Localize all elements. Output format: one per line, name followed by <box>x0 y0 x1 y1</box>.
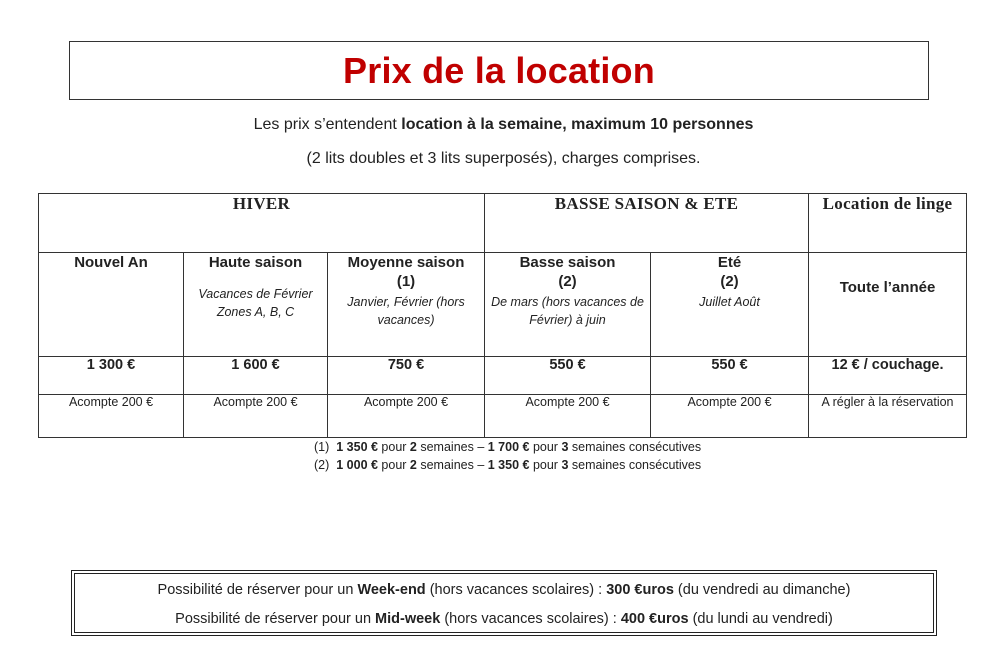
footnote <box>314 438 701 456</box>
intro-bold: location à la semaine, maximum 10 personnes <box>401 116 754 133</box>
option-text: (hors vacances scolaires) : <box>425 582 607 598</box>
group-hiver: HIVER <box>39 194 485 253</box>
price-cell: 750 € <box>328 357 485 395</box>
group-basse-saison-ete: BASSE SAISON & ETE <box>485 194 809 253</box>
price-table <box>38 193 967 438</box>
footnote-text: semaines consécutives <box>568 458 702 472</box>
footnote-price: 1 700 € <box>487 440 530 454</box>
deposit-cell: Acompte 200 € <box>39 395 184 438</box>
deposit-cell: Acompte 200 € <box>328 395 485 438</box>
season-name: Nouvel An <box>74 254 148 271</box>
option-kind: Mid-week <box>375 611 441 627</box>
season-name: Haute saison <box>208 254 303 271</box>
season-cell <box>39 253 184 357</box>
price-cell: 1 300 € <box>39 357 184 395</box>
price-row <box>39 357 967 395</box>
footnote-weeks: 3 <box>561 440 569 454</box>
season-cell <box>809 253 967 357</box>
footnote-marker: (2) <box>314 458 330 472</box>
price-cell: 550 € <box>651 357 809 395</box>
footnote-text: semaines – <box>416 440 488 454</box>
option-text: Possibilité de réserver pour un <box>157 582 358 598</box>
deposit-cell: Acompte 200 € <box>485 395 651 438</box>
option-price: 400 €uros <box>620 611 689 627</box>
season-footnote-ref: (2) <box>720 273 739 290</box>
season-cell <box>651 253 809 357</box>
deposit-cell: Acompte 200 € <box>651 395 809 438</box>
season-note: Vacances de Février Zones A, B, C <box>198 287 313 319</box>
footnote-marker: (1) <box>314 440 330 454</box>
footnote-weeks: 2 <box>409 440 417 454</box>
option-price: 300 €uros <box>606 582 674 598</box>
footnote-weeks: 2 <box>409 458 417 472</box>
price-cell: 1 600 € <box>184 357 328 395</box>
season-note: Janvier, Février (hors vacances) <box>347 295 465 327</box>
season-note: De mars (hors vacances de Février) à juin <box>491 295 644 327</box>
option-text: (du vendredi au dimanche) <box>673 582 851 598</box>
deposit-row <box>39 395 967 438</box>
season-name: Eté <box>717 254 742 271</box>
season-cell <box>328 253 485 357</box>
option-text: (du lundi au vendredi) <box>688 611 833 627</box>
season-name: Toute l’année <box>839 279 936 296</box>
group-location-linge: Location de linge <box>809 194 967 253</box>
season-cell <box>184 253 328 357</box>
season-name: Moyenne saison <box>347 254 465 271</box>
price-cell: 550 € <box>485 357 651 395</box>
page-title: Prix de la location <box>343 49 655 91</box>
intro-line-2: (2 lits doubles et 3 lits superposés), charges comprises. <box>306 150 701 167</box>
footnote-text: semaines – <box>416 458 488 472</box>
footnote-price: 1 350 € <box>336 440 378 454</box>
footnote-text: semaines consécutives <box>568 440 702 454</box>
intro-line-1 <box>0 116 1007 134</box>
season-footnote-ref: (1) <box>396 273 416 290</box>
price-cell: 12 € / couchage. <box>809 357 967 395</box>
midweek-option <box>75 611 933 627</box>
footnote-text: pour <box>377 440 410 454</box>
intro-text: Les prix s’entendent <box>253 116 402 133</box>
footnote-text: pour <box>377 458 410 472</box>
weekend-option <box>75 582 933 598</box>
footnote-text: pour <box>529 440 562 454</box>
footnote-price: 1 000 € <box>336 458 378 472</box>
season-row <box>39 253 967 357</box>
footnote <box>314 456 701 474</box>
deposit-cell: Acompte 200 € <box>184 395 328 438</box>
season-cell <box>485 253 651 357</box>
option-kind: Week-end <box>357 582 426 598</box>
season-note: Juillet Août <box>699 295 760 309</box>
group-header-row <box>39 194 967 253</box>
season-name: Basse saison <box>519 254 616 271</box>
title-box <box>69 41 929 100</box>
footnote-text: pour <box>529 458 562 472</box>
season-footnote-ref: (2) <box>558 273 577 290</box>
footnote-weeks: 3 <box>561 458 569 472</box>
footnote-price: 1 350 € <box>487 458 530 472</box>
option-text: (hors vacances scolaires) : <box>440 611 621 627</box>
reservation-options-box <box>71 570 937 636</box>
option-text: Possibilité de réserver pour un <box>175 611 376 627</box>
footnotes <box>314 438 701 474</box>
deposit-cell: A régler à la réservation <box>809 395 967 438</box>
